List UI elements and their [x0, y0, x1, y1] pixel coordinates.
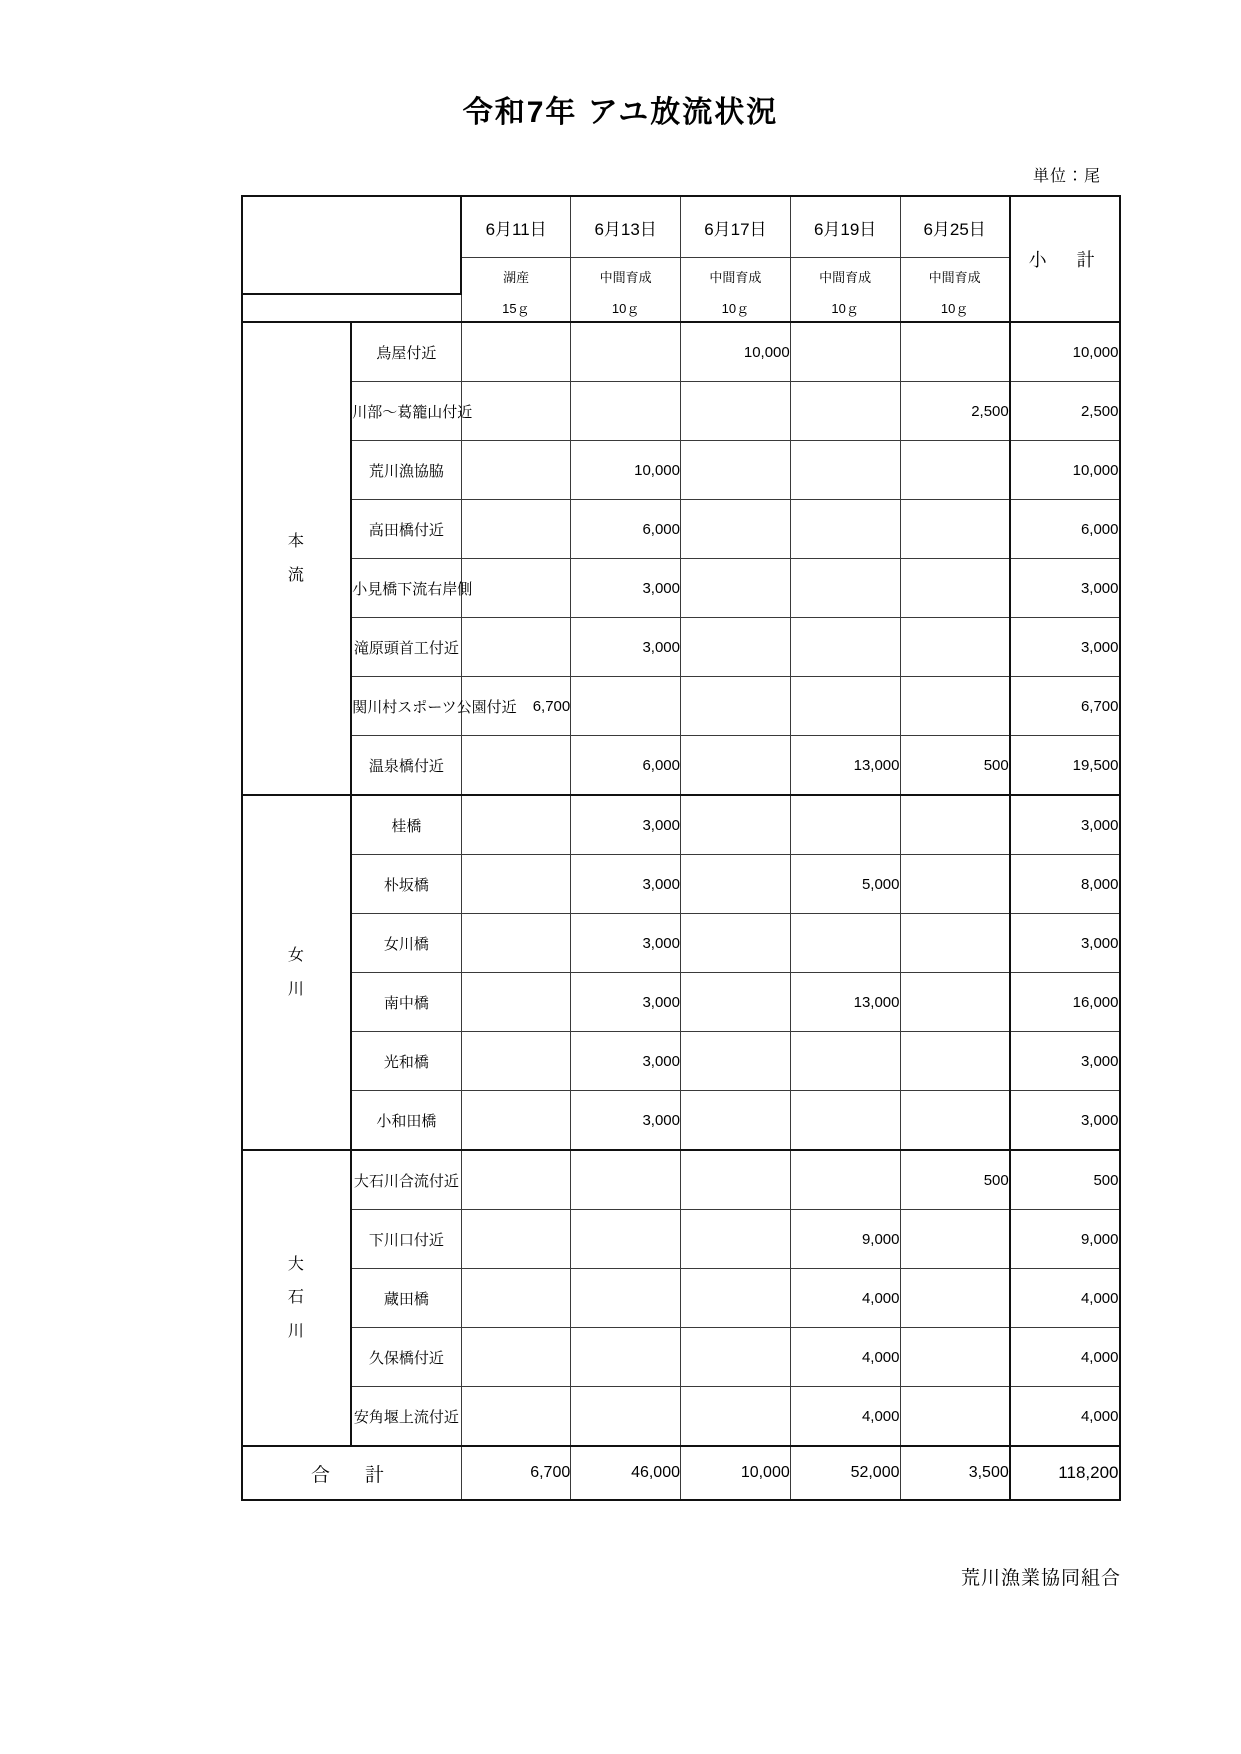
row-subtotal-cell: 8,000 — [1010, 855, 1120, 914]
row-subtotal-cell: 9,000 — [1010, 1210, 1120, 1269]
value-cell-col2 — [681, 441, 791, 500]
value-cell-col0 — [461, 1032, 571, 1091]
value-cell-col1: 3,000 — [571, 914, 681, 973]
value-cell-col1: 10,000 — [571, 441, 681, 500]
location-cell: 荒川漁協脇 — [351, 441, 461, 500]
value-cell-col3 — [790, 1032, 900, 1091]
table-row — [242, 382, 1120, 441]
value-cell-col2 — [681, 677, 791, 736]
value-cell-col3 — [790, 322, 900, 382]
table-row — [242, 559, 1120, 618]
value-cell-col2 — [681, 1091, 791, 1151]
value-cell-col4 — [900, 677, 1010, 736]
table-row — [242, 500, 1120, 559]
header-row-weight — [242, 294, 1120, 322]
header-kind-3: 中間育成 — [790, 258, 900, 294]
table-row — [242, 677, 1120, 736]
row-subtotal-cell: 4,000 — [1010, 1328, 1120, 1387]
total-label: 合 計 — [242, 1446, 462, 1500]
row-subtotal-cell: 16,000 — [1010, 973, 1120, 1032]
row-subtotal-cell: 10,000 — [1010, 322, 1120, 382]
table-row — [242, 1091, 1120, 1151]
value-cell-col0 — [461, 559, 571, 618]
header-date-3: 6月19日 — [790, 196, 900, 258]
location-cell: 光和橋 — [351, 1032, 461, 1091]
value-cell-col3: 4,000 — [790, 1269, 900, 1328]
header-kind-1: 中間育成 — [571, 258, 681, 294]
value-cell-col1: 3,000 — [571, 1032, 681, 1091]
location-cell: 関川村スポーツ公園付近 — [351, 677, 461, 736]
value-cell-col1 — [571, 382, 681, 441]
value-cell-col0 — [461, 973, 571, 1032]
value-cell-col3 — [790, 677, 900, 736]
row-subtotal-cell: 3,000 — [1010, 795, 1120, 855]
value-cell-col4: 500 — [900, 1150, 1010, 1210]
table-row — [242, 736, 1120, 796]
value-cell-col0 — [461, 1210, 571, 1269]
header-weight-0: 15ｇ — [461, 294, 571, 322]
value-cell-col3: 9,000 — [790, 1210, 900, 1269]
total-value-col3: 52,000 — [790, 1446, 900, 1500]
value-cell-col2 — [681, 1210, 791, 1269]
value-cell-col4 — [900, 500, 1010, 559]
total-value-col1: 46,000 — [571, 1446, 681, 1500]
unit-note: 単位：尾 — [1032, 168, 1101, 185]
header-weight-4: 10ｇ — [900, 294, 1010, 322]
value-cell-col3 — [790, 500, 900, 559]
location-cell: 南中橋 — [351, 973, 461, 1032]
value-cell-col3 — [790, 441, 900, 500]
location-cell: 朴坂橋 — [351, 855, 461, 914]
value-cell-col1: 6,000 — [571, 736, 681, 796]
value-cell-col3 — [790, 795, 900, 855]
value-cell-col0 — [461, 1328, 571, 1387]
header-weight-2: 10ｇ — [681, 294, 791, 322]
value-cell-col2 — [681, 618, 791, 677]
table-row — [242, 855, 1120, 914]
header-date-0: 6月11日 — [461, 196, 571, 258]
location-cell: 川部～葛籠山付近 — [351, 382, 461, 441]
table-row — [242, 914, 1120, 973]
location-cell: 温泉橋付近 — [351, 736, 461, 796]
value-cell-col2 — [681, 736, 791, 796]
row-subtotal-cell: 3,000 — [1010, 618, 1120, 677]
location-cell: 蔵田橋 — [351, 1269, 461, 1328]
release-table — [241, 195, 1121, 1501]
table-row — [242, 1328, 1120, 1387]
header-kind-4: 中間育成 — [900, 258, 1010, 294]
table-row — [242, 441, 1120, 500]
value-cell-col0: 6,700 — [461, 677, 571, 736]
header-date-1: 6月13日 — [571, 196, 681, 258]
value-cell-col4 — [900, 1328, 1010, 1387]
group-label-char: 川 — [287, 980, 305, 998]
value-cell-col0 — [461, 1091, 571, 1151]
value-cell-col1: 3,000 — [571, 559, 681, 618]
location-cell: 鳥屋付近 — [351, 322, 461, 382]
table-row — [242, 1150, 1120, 1210]
header-kind-0: 湖産 — [461, 258, 571, 294]
row-subtotal-cell: 19,500 — [1010, 736, 1120, 796]
value-cell-col4 — [900, 1210, 1010, 1269]
table-body — [242, 322, 1120, 1500]
value-cell-col2 — [681, 1328, 791, 1387]
value-cell-col4 — [900, 973, 1010, 1032]
row-subtotal-cell: 6,700 — [1010, 677, 1120, 736]
page-title: 令和7年 アユ放流状況 — [462, 96, 779, 129]
value-cell-col1 — [571, 1269, 681, 1328]
total-value-col4: 3,500 — [900, 1446, 1010, 1500]
value-cell-col1 — [571, 1328, 681, 1387]
value-cell-col3 — [790, 559, 900, 618]
location-cell: 安角堰上流付近 — [351, 1387, 461, 1447]
value-cell-col3 — [790, 618, 900, 677]
table-row — [242, 795, 1120, 855]
group-label-本流 — [242, 322, 352, 795]
value-cell-col3 — [790, 382, 900, 441]
value-cell-col3: 4,000 — [790, 1387, 900, 1447]
location-cell: 久保橋付近 — [351, 1328, 461, 1387]
header-subtotal: 小 計 — [1010, 196, 1120, 322]
group-label-大石川 — [242, 1150, 352, 1446]
value-cell-col0 — [461, 1150, 571, 1210]
value-cell-col3: 13,000 — [790, 736, 900, 796]
group-label-char: 流 — [287, 566, 305, 584]
value-cell-col1: 6,000 — [571, 500, 681, 559]
table-header — [242, 196, 1120, 322]
row-subtotal-cell: 10,000 — [1010, 441, 1120, 500]
value-cell-col0 — [461, 382, 571, 441]
value-cell-col0 — [461, 322, 571, 382]
location-cell: 滝原頭首工付近 — [351, 618, 461, 677]
row-subtotal-cell: 3,000 — [1010, 914, 1120, 973]
group-label-char: 本 — [287, 532, 305, 550]
table-row — [242, 618, 1120, 677]
row-subtotal-cell: 3,000 — [1010, 1032, 1120, 1091]
value-cell-col1 — [571, 1150, 681, 1210]
value-cell-col4: 2,500 — [900, 382, 1010, 441]
header-kind-2: 中間育成 — [681, 258, 791, 294]
value-cell-col1 — [571, 1210, 681, 1269]
value-cell-col4 — [900, 855, 1010, 914]
value-cell-col4 — [900, 559, 1010, 618]
value-cell-col3: 5,000 — [790, 855, 900, 914]
value-cell-col2 — [681, 855, 791, 914]
group-label-女川 — [242, 795, 352, 1150]
table-row — [242, 1269, 1120, 1328]
location-cell: 小和田橋 — [351, 1091, 461, 1151]
row-subtotal-cell: 4,000 — [1010, 1269, 1120, 1328]
value-cell-col2 — [681, 1269, 791, 1328]
location-cell: 下川口付近 — [351, 1210, 461, 1269]
value-cell-col0 — [461, 500, 571, 559]
value-cell-col2 — [681, 1387, 791, 1447]
table-row — [242, 1387, 1120, 1447]
value-cell-col3 — [790, 1150, 900, 1210]
row-subtotal-cell: 500 — [1010, 1150, 1120, 1210]
header-date-2: 6月17日 — [681, 196, 791, 258]
header-row-date — [242, 196, 1120, 258]
value-cell-col2 — [681, 1150, 791, 1210]
table-row — [242, 973, 1120, 1032]
location-cell: 大石川合流付近 — [351, 1150, 461, 1210]
location-cell: 桂橋 — [351, 795, 461, 855]
value-cell-col2: 10,000 — [681, 322, 791, 382]
header-date-4: 6月25日 — [900, 196, 1010, 258]
value-cell-col1: 3,000 — [571, 618, 681, 677]
value-cell-col2 — [681, 500, 791, 559]
value-cell-col0 — [461, 795, 571, 855]
location-cell: 高田橋付近 — [351, 500, 461, 559]
header-weight-blank — [242, 294, 462, 322]
table-row — [242, 1032, 1120, 1091]
value-cell-col4 — [900, 1387, 1010, 1447]
row-subtotal-cell: 4,000 — [1010, 1387, 1120, 1447]
value-cell-col4 — [900, 1091, 1010, 1151]
value-cell-col2 — [681, 914, 791, 973]
grand-total-cell: 118,200 — [1010, 1446, 1120, 1500]
footer-organization: 荒川漁業協同組合 — [960, 1568, 1121, 1589]
group-label-char: 大 — [287, 1255, 305, 1273]
value-cell-col4 — [900, 914, 1010, 973]
value-cell-col1: 3,000 — [571, 1091, 681, 1151]
value-cell-col2 — [681, 795, 791, 855]
value-cell-col3 — [790, 1091, 900, 1151]
value-cell-col1: 3,000 — [571, 855, 681, 914]
total-row — [242, 1446, 1120, 1500]
value-cell-col0 — [461, 1387, 571, 1447]
release-table-wrap — [121, 195, 1121, 1501]
total-value-col2: 10,000 — [681, 1446, 791, 1500]
row-subtotal-cell: 2,500 — [1010, 382, 1120, 441]
value-cell-col0 — [461, 855, 571, 914]
value-cell-col0 — [461, 1269, 571, 1328]
table-row — [242, 1210, 1120, 1269]
value-cell-col1: 3,000 — [571, 795, 681, 855]
group-label-char: 川 — [287, 1322, 305, 1340]
value-cell-col3 — [790, 914, 900, 973]
header-weight-1: 10ｇ — [571, 294, 681, 322]
value-cell-col4 — [900, 618, 1010, 677]
value-cell-col4 — [900, 441, 1010, 500]
value-cell-col0 — [461, 736, 571, 796]
header-weight-3: 10ｇ — [790, 294, 900, 322]
value-cell-col4 — [900, 1269, 1010, 1328]
value-cell-col4: 500 — [900, 736, 1010, 796]
location-cell: 女川橋 — [351, 914, 461, 973]
value-cell-col1 — [571, 322, 681, 382]
value-cell-col1 — [571, 1387, 681, 1447]
value-cell-col0 — [461, 914, 571, 973]
table-row — [242, 322, 1120, 382]
value-cell-col3: 13,000 — [790, 973, 900, 1032]
value-cell-col4 — [900, 322, 1010, 382]
value-cell-col0 — [461, 618, 571, 677]
row-subtotal-cell: 3,000 — [1010, 1091, 1120, 1151]
value-cell-col2 — [681, 382, 791, 441]
total-value-col0: 6,700 — [461, 1446, 571, 1500]
value-cell-col2 — [681, 973, 791, 1032]
value-cell-col2 — [681, 559, 791, 618]
row-subtotal-cell: 3,000 — [1010, 559, 1120, 618]
row-subtotal-cell: 6,000 — [1010, 500, 1120, 559]
group-label-char: 石 — [287, 1289, 305, 1307]
value-cell-col3: 4,000 — [790, 1328, 900, 1387]
value-cell-col4 — [900, 795, 1010, 855]
value-cell-col4 — [900, 1032, 1010, 1091]
value-cell-col1: 3,000 — [571, 973, 681, 1032]
header-corner-blank — [242, 196, 462, 294]
value-cell-col2 — [681, 1032, 791, 1091]
value-cell-col0 — [461, 441, 571, 500]
value-cell-col1 — [571, 677, 681, 736]
group-label-char: 女 — [287, 946, 305, 964]
location-cell: 小見橋下流右岸側 — [351, 559, 461, 618]
